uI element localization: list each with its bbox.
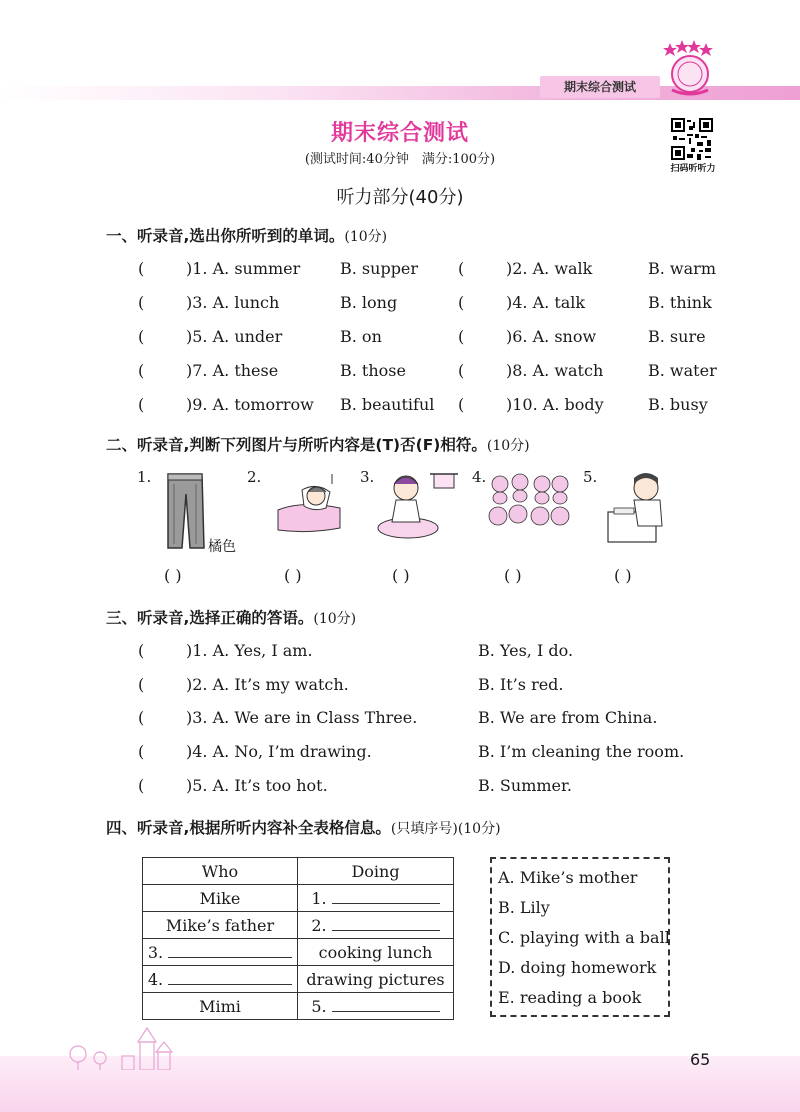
question-10-option-a: )10. A. body xyxy=(506,395,604,414)
question-10-option-b: B. busy xyxy=(648,395,708,414)
table-cell-blank[interactable] xyxy=(298,993,454,1020)
answer-paren-1[interactable]: ( ) xyxy=(164,566,182,585)
pants-image xyxy=(160,470,210,552)
table-row xyxy=(143,966,454,993)
answer-blank[interactable] xyxy=(332,916,440,931)
question-3-option-b: B. long xyxy=(340,293,398,312)
reply-3-option-b: B. We are from China. xyxy=(478,708,658,727)
blank-number: 1. xyxy=(311,888,327,908)
table-cell-blank[interactable] xyxy=(143,939,298,966)
answer-paren[interactable]: ( xyxy=(458,259,465,278)
reply-4-option-b: B. I’m cleaning the room. xyxy=(478,742,685,761)
boy-drawing-image xyxy=(604,470,668,546)
options-box xyxy=(490,857,670,1017)
page-title: 期末综合测试 xyxy=(330,121,469,146)
blank-number: 3. xyxy=(147,942,164,962)
table-header-who: Who xyxy=(143,858,298,885)
qr-caption: 扫码听听力 xyxy=(670,164,716,174)
question-5-option-a: )5. A. under xyxy=(186,327,283,346)
picture-2-number: 2. xyxy=(247,468,262,486)
answer-paren-4[interactable]: ( ) xyxy=(504,566,522,585)
reply-2-option-b: B. It’s red. xyxy=(478,675,564,694)
table-header-row xyxy=(143,858,454,885)
option-c: C. playing with a ball xyxy=(498,928,670,947)
section-4-points: (只填序号)(10分) xyxy=(390,821,501,837)
question-1-option-a: )1. A. summer xyxy=(186,259,301,278)
question-7-option-b: B. those xyxy=(340,361,406,380)
answer-blank[interactable] xyxy=(168,943,292,958)
question-1-option-b: B. supper xyxy=(340,259,419,278)
option-d: D. doing homework xyxy=(498,958,657,977)
answer-paren[interactable]: ( xyxy=(138,395,145,414)
section-2-text: 二、听录音,判断下列图片与所听内容是(T)否(F)相符。 xyxy=(106,436,487,454)
answer-paren[interactable]: ( xyxy=(138,327,145,346)
section-2-points: (10分) xyxy=(486,438,530,454)
option-e: E. reading a book xyxy=(498,988,642,1007)
answer-paren[interactable]: ( xyxy=(458,293,465,312)
answer-blank[interactable] xyxy=(168,970,292,985)
question-9-option-a: )9. A. tomorrow xyxy=(186,395,314,414)
reply-3-option-a: )3. A. We are in Class Three. xyxy=(186,708,418,727)
picture-3-number: 3. xyxy=(360,468,375,486)
question-6-option-a: )6. A. snow xyxy=(506,327,597,346)
answer-paren[interactable]: ( xyxy=(138,708,145,727)
option-a: A. Mike’s mother xyxy=(498,868,638,887)
table-row xyxy=(143,885,454,912)
test-info: (测试时间:40分钟 满分:100分) xyxy=(304,152,496,167)
answer-paren[interactable]: ( xyxy=(138,293,145,312)
question-2-option-b: B. warm xyxy=(648,259,716,278)
table-header-doing: Doing xyxy=(298,858,454,885)
reply-5-option-b: B. Summer. xyxy=(478,776,572,795)
answer-paren[interactable]: ( xyxy=(458,395,465,414)
table-cell: Mike xyxy=(143,885,298,912)
question-7-option-a: )7. A. these xyxy=(186,361,279,380)
table-cell-blank[interactable] xyxy=(298,885,454,912)
answer-paren[interactable]: ( xyxy=(458,327,465,346)
reply-1-option-b: B. Yes, I do. xyxy=(478,641,574,660)
table-row xyxy=(143,912,454,939)
picture-4-number: 4. xyxy=(472,468,487,486)
section-4-text: 四、听录音,根据所听内容补全表格信息。 xyxy=(106,819,391,837)
question-2-option-a: )2. A. walk xyxy=(506,259,593,278)
reply-2-option-a: )2. A. It’s my watch. xyxy=(186,675,349,694)
answer-paren-5[interactable]: ( ) xyxy=(614,566,632,585)
answer-paren-3[interactable]: ( ) xyxy=(392,566,410,585)
answer-paren[interactable]: ( xyxy=(138,742,145,761)
page-number: 65 xyxy=(690,1050,711,1069)
answer-blank[interactable] xyxy=(332,997,440,1012)
table-cell: drawing pictures xyxy=(298,966,454,993)
answer-blank[interactable] xyxy=(332,889,440,904)
question-8-option-b: B. water xyxy=(648,361,717,380)
pants-color-caption: 橘色 xyxy=(208,539,236,555)
table-cell: Mike’s father xyxy=(143,912,298,939)
publisher-logo-icon xyxy=(658,40,722,96)
option-b: B. Lily xyxy=(498,898,550,917)
table-cell: cooking lunch xyxy=(298,939,454,966)
reply-5-option-a: )5. A. It’s too hot. xyxy=(186,776,328,795)
girl-sleeping-image xyxy=(272,474,346,538)
section-1-heading xyxy=(106,224,387,246)
castle-decoration-icon xyxy=(60,1024,200,1070)
answer-paren-2[interactable]: ( ) xyxy=(284,566,302,585)
question-3-option-a: )3. A. lunch xyxy=(186,293,280,312)
table-row xyxy=(143,993,454,1020)
question-4-option-a: )4. A. talk xyxy=(506,293,586,312)
blank-number: 2. xyxy=(311,915,327,935)
section-4-heading xyxy=(106,816,501,838)
answer-paren[interactable]: ( xyxy=(138,361,145,380)
section-2-heading xyxy=(106,433,530,455)
table-cell-blank[interactable] xyxy=(143,966,298,993)
table-cell-blank[interactable] xyxy=(298,912,454,939)
reply-1-option-a: )1. A. Yes, I am. xyxy=(186,641,313,660)
picture-1-number: 1. xyxy=(137,468,152,486)
answer-paren[interactable]: ( xyxy=(138,776,145,795)
answer-paren[interactable]: ( xyxy=(138,641,145,660)
picture-5-number: 5. xyxy=(583,468,598,486)
info-table xyxy=(142,857,454,1020)
blank-number: 5. xyxy=(311,996,327,1016)
girl-washing-image xyxy=(374,470,460,542)
question-4-option-b: B. think xyxy=(648,293,712,312)
section-3-heading xyxy=(106,606,356,628)
toy-bears-image xyxy=(486,470,572,536)
answer-paren[interactable]: ( xyxy=(458,361,465,380)
reply-4-option-a: )4. A. No, I’m drawing. xyxy=(186,742,372,761)
question-9-option-b: B. beautiful xyxy=(340,395,435,414)
table-cell: Mimi xyxy=(143,993,298,1020)
qr-code-icon[interactable] xyxy=(671,118,713,160)
question-8-option-a: )8. A. watch xyxy=(506,361,604,380)
answer-paren[interactable]: ( xyxy=(138,259,145,278)
question-5-option-b: B. on xyxy=(340,327,382,346)
section-1-points: (10分) xyxy=(344,229,388,245)
running-title: 期末综合测试 xyxy=(540,76,660,98)
blank-number: 4. xyxy=(147,969,164,989)
answer-paren[interactable]: ( xyxy=(138,675,145,694)
section-3-text: 三、听录音,选择正确的答语。 xyxy=(106,609,314,627)
question-6-option-b: B. sure xyxy=(648,327,706,346)
table-row xyxy=(143,939,454,966)
section-1-text: 一、听录音,选出你所听到的单词。 xyxy=(106,227,345,245)
listening-part-title: 听力部分(40分) xyxy=(336,187,464,208)
section-3-points: (10分) xyxy=(313,611,357,627)
